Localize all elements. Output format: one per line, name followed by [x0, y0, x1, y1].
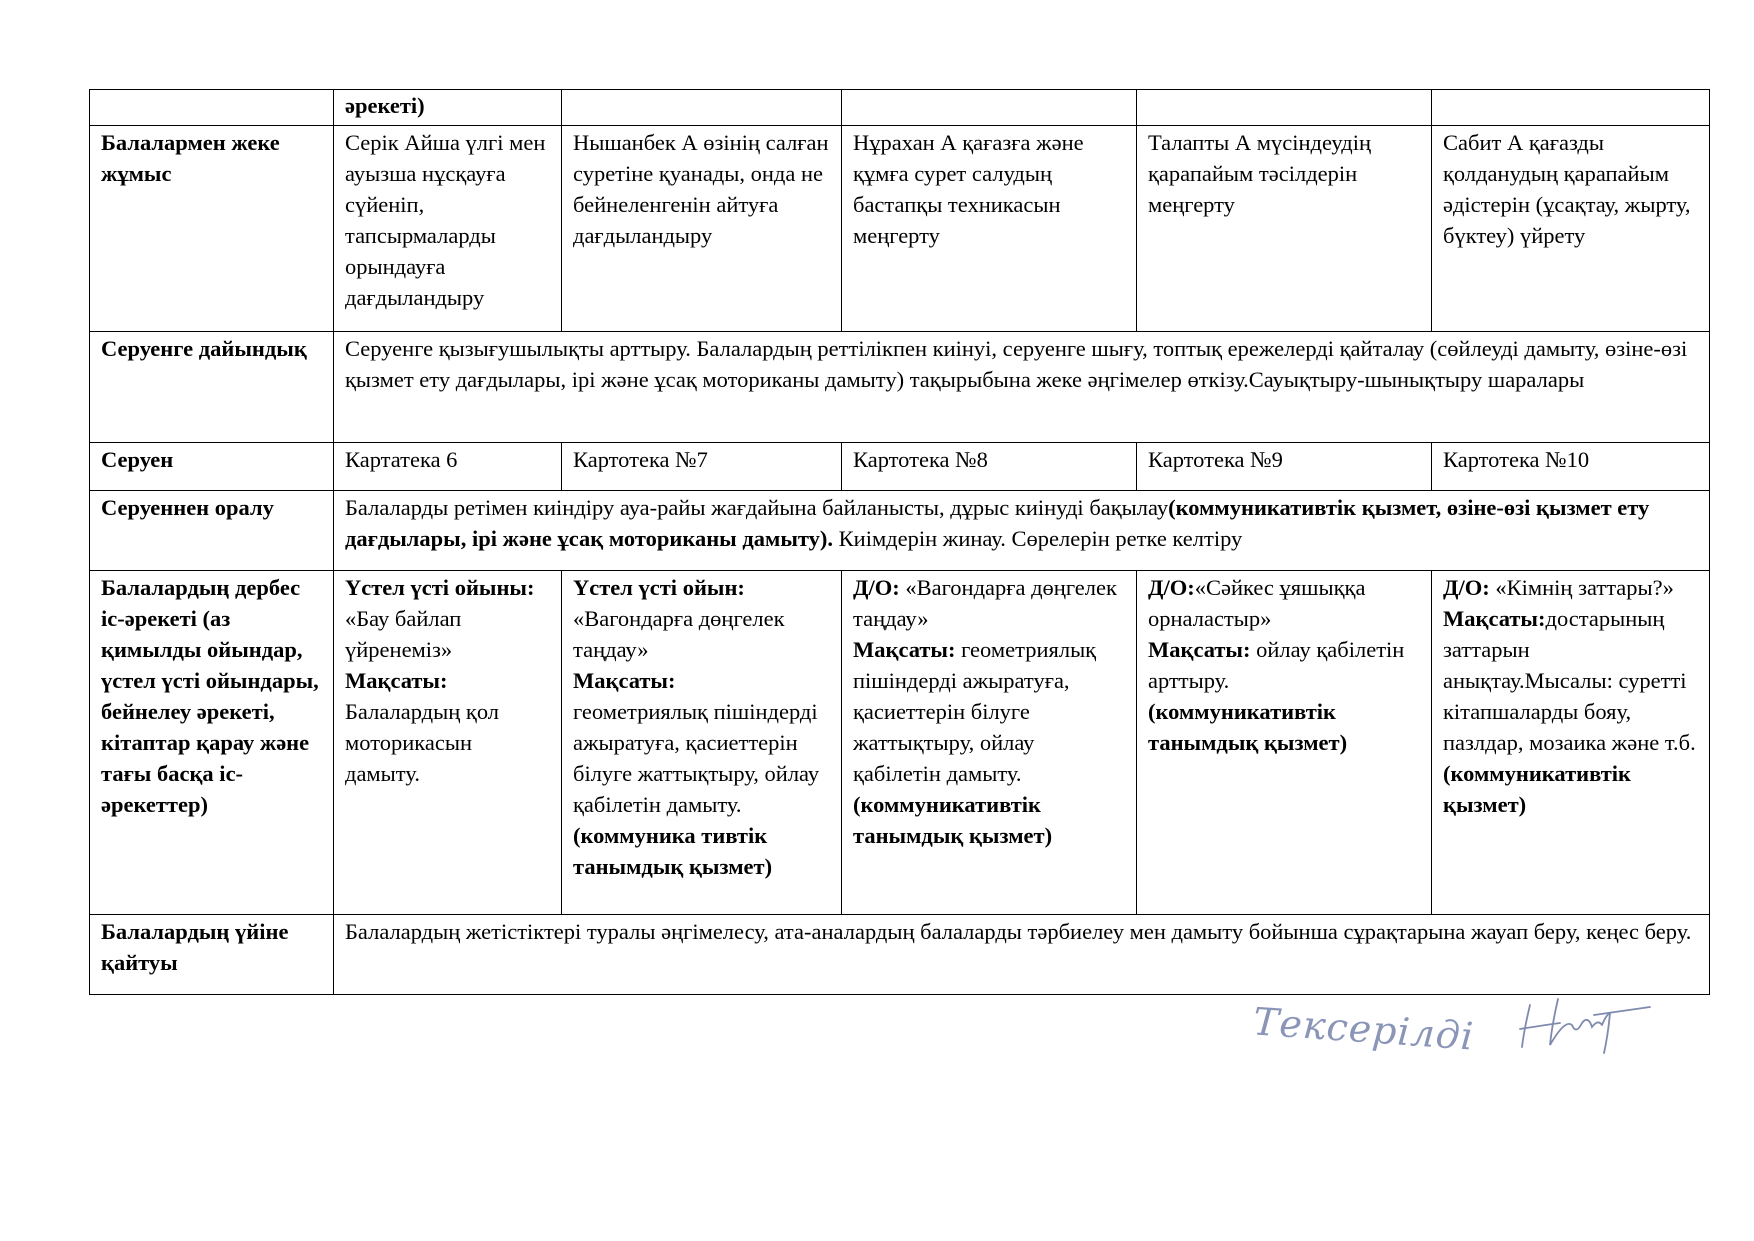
cell-friday: Сабит А қағазды қолданудың қарапайым әдістерін (ұсақтау, жырту, бүктеу) үйрету [1432, 126, 1710, 332]
signature-mark-icon [1510, 985, 1660, 1065]
game-heading: Үстел үсті ойын: [573, 575, 745, 600]
game-title: «Вагондарға дөңгелек таңдау» [853, 575, 1117, 631]
row-top [90, 90, 1710, 126]
game-title: «Бау байлап үйренеміз» [345, 606, 462, 662]
cell-empty [1432, 90, 1710, 126]
row-return-from-walk [90, 491, 1710, 571]
activity-tag: (коммуника тивтік танымдық қызмет) [573, 823, 773, 879]
signature [1245, 985, 1665, 1095]
plan-table [89, 89, 1710, 995]
cell-tuesday [562, 571, 842, 915]
cell-tuesday: Нышанбек А өзінің салған суретіне қуанады, онда не бейнеленгенін айтуға дағдыландыру [562, 126, 842, 332]
game-title: «Вагондарға дөңгелек таңдау» [573, 606, 785, 662]
cell-tuesday: Картотека №7 [562, 443, 842, 491]
cell-friday: Картотека №10 [1432, 443, 1710, 491]
goal-text: геометриялық пішіндерді ажыратуға, қасиеттерін білуге жаттықтыру, ойлау қабілетін дамыту. [853, 637, 1097, 786]
row-label: Балалардың дербес іс-әрекеті (аз қимылды ойындар, үстел үсті ойындары, бейнелеу әрекеті, кітаптар қарау және тағы басқа іс-әрекеттер) [90, 571, 334, 915]
goal-text: Балалардың қол моторикасын дамыту. [345, 699, 500, 786]
cell-monday: Картатека 6 [334, 443, 562, 491]
row-label: Балалармен жеке жұмыс [90, 126, 334, 332]
row-label: Серуенге дайындық [90, 332, 334, 443]
row-walk [90, 443, 1710, 491]
goal-label: Мақсаты: [1148, 637, 1251, 662]
game-heading: Д/О: [1443, 575, 1490, 600]
activity-tag: (коммуникативтік қызмет) [1443, 761, 1631, 817]
game-heading: Үстел үсті ойыны: [345, 575, 535, 600]
cell-empty [90, 90, 334, 126]
cell-empty [562, 90, 842, 126]
goal-label: Мақсаты: [853, 637, 956, 662]
cell-monday [334, 571, 562, 915]
cell-wednesday [842, 571, 1137, 915]
cell-wednesday: Нұрахан А қағазға және құмға сурет салудың бастапқы техникасын меңгерту [842, 126, 1137, 332]
activity-tag: (коммуникативтік танымдық қызмет) [853, 792, 1053, 848]
return-text-b: (коммуникативтік қызмет, өзіне-өзі қызмет ету дағдылары, ірі және ұсақ моториканы дамыту). [345, 495, 1650, 551]
row-going-home [90, 915, 1710, 995]
goal-text: геометриялық пішіндерді ажыратуға, қасиеттерін білуге жаттықтыру, ойлау қабілетін дамыту. [573, 699, 820, 817]
activity-tag: (коммуникативтік танымдық қызмет) [1148, 699, 1348, 755]
cell-thursday: Талапты А мүсіндеудің қарапайым тәсілдерін меңгерту [1137, 126, 1432, 332]
cell-monday: Серік Айша үлгі мен ауызша нұсқауға сүйеніп, тапсырмаларды орындауға дағдыландыру [334, 126, 562, 332]
game-heading: Д/О: [853, 575, 900, 600]
return-text-a: Балаларды ретімен киіндіру ауа-райы жағдайына байланысты, дұрыс киінуді бақылау [345, 495, 1169, 520]
cell-empty [842, 90, 1137, 126]
cell-walk-prep-text: Серуенге қызығушылықты арттыру. Балалардың реттілікпен киінуі, серуенге шығу, топтық ережелерді қайталау (сөйлеуді дамыту, өзіне-өзі қызмет ету дағдылары, ірі және ұсақ моториканы дамыту) тақырыбына жеке әңгімелер өткізу.Сауықтыру-шынықтыру шаралары [334, 332, 1710, 443]
goal-text: достарының заттарын анықтау.Мысалы: суретті кітапшаларды бояу, пазлдар, мозаика және т.б. [1443, 606, 1696, 755]
row-label: Серуеннен оралу [90, 491, 334, 571]
cell-thursday: Картотека №9 [1137, 443, 1432, 491]
cell-wednesday: Картотека №8 [842, 443, 1137, 491]
row-label: Серуен [90, 443, 334, 491]
row-label: Балалардың үйіне қайтуы [90, 915, 334, 995]
game-title: «Сәйкес ұяшыққа орналастыр» [1148, 575, 1366, 631]
cell-activity-tail: әрекеті) [334, 90, 562, 126]
goal-label: Мақсаты: [1443, 606, 1546, 631]
cell-return-text [334, 491, 1710, 571]
row-independent-activity [90, 571, 1710, 915]
row-walk-prep [90, 332, 1710, 443]
return-text-c: Киімдерін жинау. Сөрелерін ретке келтіру [833, 526, 1243, 551]
game-heading: Д/О: [1148, 575, 1195, 600]
cell-thursday [1137, 571, 1432, 915]
goal-text: ойлау қабілетін арттыру. [1148, 637, 1405, 693]
cell-friday [1432, 571, 1710, 915]
signature-text: Тексерілді [1251, 999, 1476, 1059]
cell-empty [1137, 90, 1432, 126]
goal-label: Мақсаты: [345, 668, 448, 693]
goal-label: Мақсаты: [573, 668, 676, 693]
row-individual-work [90, 126, 1710, 332]
cell-going-home-text: Балалардың жетістіктері туралы әңгімелесу, ата-аналардың балаларды тәрбиелеу мен дамыту бойынша сұрақтарына жауап беру, кеңес беру. [334, 915, 1710, 995]
game-title: «Кімнің заттары?» [1489, 575, 1674, 600]
